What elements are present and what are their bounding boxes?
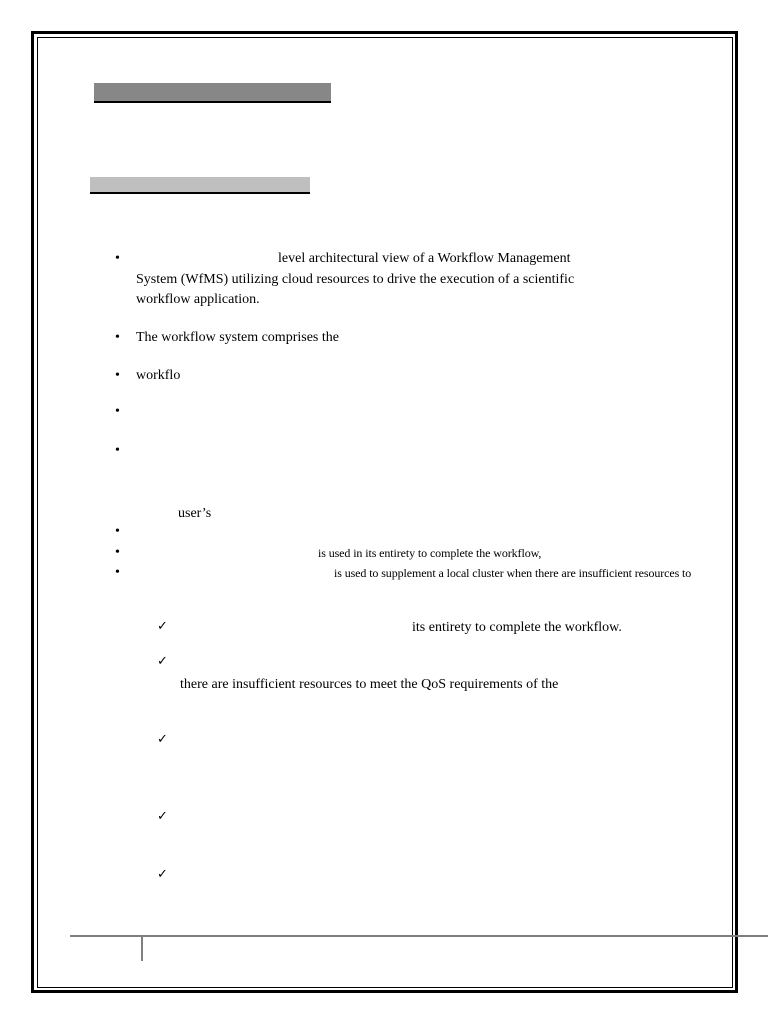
- bullet-text-line: System (WfMS) utilizing cloud resources to drive the execution of a scientific: [136, 272, 575, 287]
- checkmark-icon: ✓: [157, 619, 168, 634]
- checklist-text-line: there are insufficient resources to meet the QoS requirements of the: [180, 677, 559, 692]
- lead-text: user’s: [178, 506, 212, 521]
- footer-divider-tick: [141, 937, 143, 961]
- checkmark-icon: ✓: [157, 809, 168, 824]
- bullet-icon: •: [115, 404, 120, 419]
- bullet-text-line: workflo: [136, 368, 181, 383]
- heading-bar-primary: [94, 83, 331, 103]
- bullet-icon: •: [115, 443, 120, 458]
- bullet-text-line: is used to supplement a local cluster when there are insufficient resources to: [334, 566, 692, 580]
- checkmark-icon: ✓: [157, 732, 168, 747]
- bullet-text-line: is used in its entirety to complete the workflow,: [318, 546, 542, 560]
- bullet-text-line: workflow application.: [136, 292, 260, 307]
- bullet-icon: •: [115, 565, 120, 580]
- bullet-icon: •: [115, 545, 120, 560]
- bullet-text-line: level architectural view of a Workflow Management: [278, 251, 571, 266]
- bullet-text-line: The workflow system comprises the: [136, 330, 339, 345]
- heading-bar-secondary: [90, 177, 310, 194]
- bullet-icon: •: [115, 251, 120, 266]
- footer-rule: [70, 935, 768, 937]
- checkmark-icon: ✓: [157, 867, 168, 882]
- checklist-text-line: its entirety to complete the workflow.: [412, 620, 622, 635]
- checkmark-icon: ✓: [157, 654, 168, 669]
- bullet-icon: •: [115, 330, 120, 345]
- bullet-icon: •: [115, 368, 120, 383]
- bullet-icon: •: [115, 524, 120, 539]
